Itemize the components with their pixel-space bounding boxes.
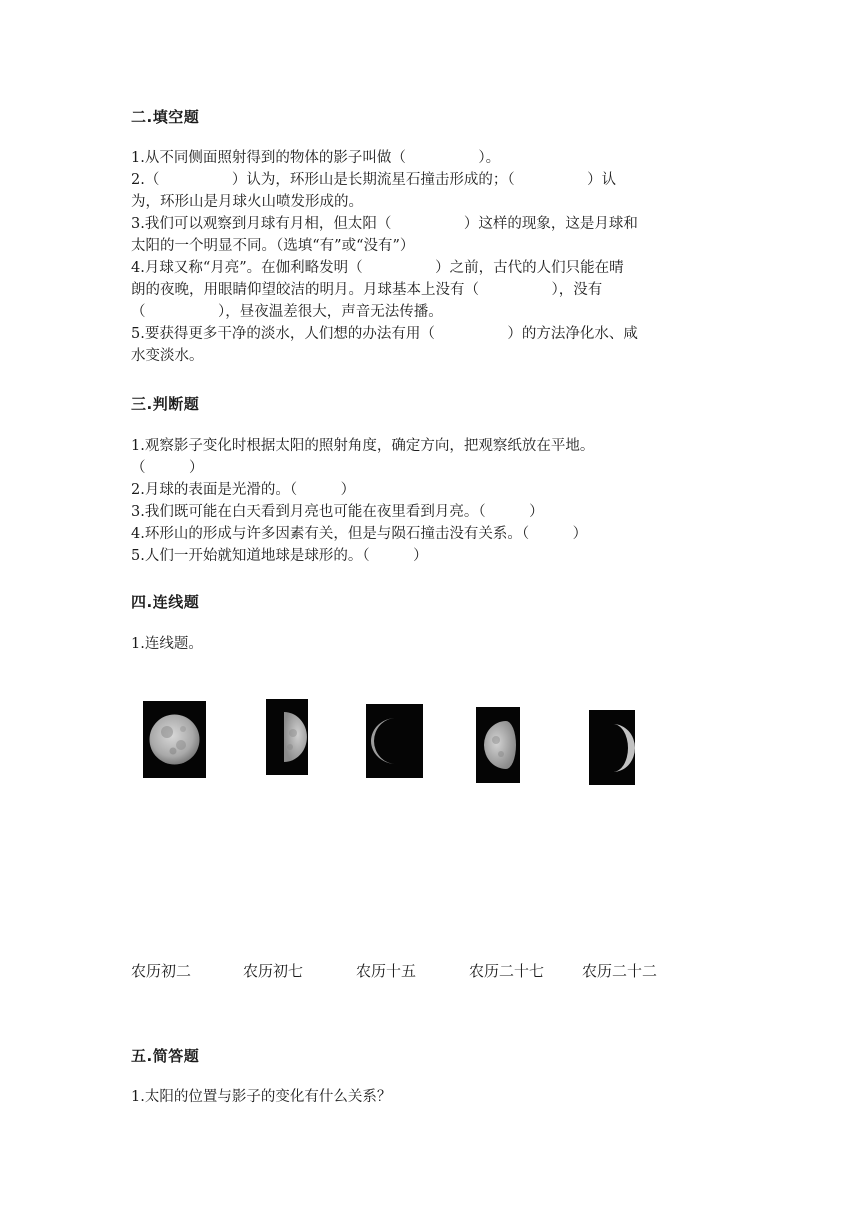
- question-line: 1.从不同侧面照射得到的物体的影子叫做（ ）。: [131, 150, 501, 166]
- lunar-date-labels: [0, 960, 860, 984]
- question-line: 4.环形山的形成与许多因素有关，但是与陨石撞击没有关系。（ ）: [131, 526, 588, 542]
- question-line: 1.连线题。: [131, 636, 203, 652]
- question-line: 5.人们一开始就知道地球是球形的。（ ）: [131, 548, 428, 564]
- section-heading-short-answer: 五.简答题: [131, 1047, 200, 1065]
- matching-question: [131, 633, 731, 655]
- fill-blank-questions: [131, 147, 731, 367]
- question-line: 3.我们可以观察到月球有月相，但太阳（ ）这样的现象，这是月球和: [131, 216, 638, 232]
- full-moon-icon: [143, 701, 206, 778]
- question-line: 4.月球又称“月亮”。在伽利略发明（ ）之前，古代的人们只能在晴: [131, 260, 624, 276]
- question-line: 朗的夜晚，用眼睛仰望皎洁的明月。月球基本上没有（ ），没有: [131, 282, 603, 298]
- lunar-date-label: 农历初二: [131, 962, 192, 980]
- question-line: 水变淡水。: [131, 348, 204, 364]
- question-line: 5.要获得更多干净的淡水，人们想的办法有用（ ）的方法净化水、咸: [131, 326, 638, 342]
- question-line: 太阳的一个明显不同。（选填“有”或“没有”）: [131, 238, 415, 254]
- question-line: 2.月球的表面是光滑的。（ ）: [131, 482, 356, 498]
- question-line: 2.（ ）认为，环形山是长期流星石撞击形成的；（ ）认: [131, 172, 617, 188]
- question-line: 为，环形山是月球火山喷发形成的。: [131, 194, 363, 210]
- true-false-questions: [131, 435, 731, 567]
- question-line: 1.太阳的位置与影子的变化有什么关系？: [131, 1089, 392, 1105]
- crescent-moon-icon: [589, 710, 635, 785]
- short-answer-question: [131, 1086, 731, 1108]
- section-heading-matching: 四.连线题: [131, 593, 200, 611]
- question-line: 3.我们既可能在白天看到月亮也可能在夜里看到月亮。（ ）: [131, 504, 544, 520]
- question-line: （ ），昼夜温差很大，声音无法传播。: [131, 304, 443, 320]
- lunar-date-label: 农历十五: [356, 962, 417, 980]
- thin-crescent-moon-icon: [366, 704, 423, 778]
- gibbous-moon-icon: [476, 707, 520, 783]
- section-heading-true-false: 三.判断题: [131, 395, 200, 413]
- question-line: 1.观察影子变化时根据太阳的照射角度，确定方向，把观察纸放在平地。: [131, 438, 595, 454]
- moon-phase-images: [0, 698, 860, 788]
- section-heading-fill-blank: 二.填空题: [131, 108, 200, 126]
- lunar-date-label: 农历二十二: [582, 962, 658, 980]
- lunar-date-label: 农历二十七: [469, 962, 545, 980]
- lunar-date-label: 农历初七: [243, 962, 304, 980]
- question-line: （ ）: [131, 460, 204, 476]
- half-moon-icon: [266, 699, 308, 775]
